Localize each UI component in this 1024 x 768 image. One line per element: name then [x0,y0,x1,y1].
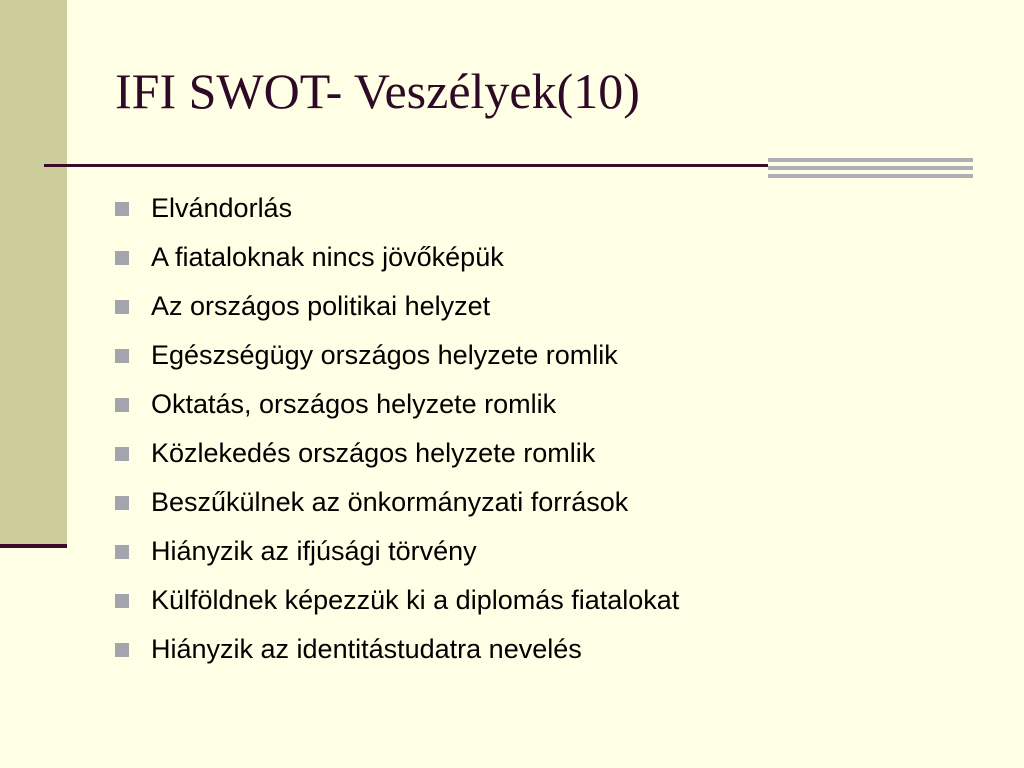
bullet-item [115,380,679,429]
square-bullet-icon [115,545,129,559]
square-bullet-icon [115,398,129,412]
square-bullet-icon [115,251,129,265]
square-bullet-icon [115,349,129,363]
square-bullet-icon [115,202,129,216]
bullet-text: Elvándorlás [151,193,293,223]
slide-title: IFI SWOT- Veszélyek(10) [115,63,640,119]
bullet-item [115,233,679,282]
bullet-text: Hiányzik az identitástudatra nevelés [151,634,582,664]
bullet-text: A fiataloknak nincs jövőképük [151,242,504,272]
bullet-text: Beszűkülnek az önkormányzati források [151,487,629,517]
square-bullet-icon [115,447,129,461]
square-bullet-icon [115,643,129,657]
left-accent-line [0,544,67,548]
left-decorative-band [0,0,67,545]
square-bullet-icon [115,496,129,510]
bullet-item [115,527,679,576]
bullet-text: Egészségügy országos helyzete romlik [151,340,618,370]
bullet-item [115,184,679,233]
bullet-text: Hiányzik az ifjúsági törvény [151,536,477,566]
accent-bar [768,166,973,170]
bullet-text: Az országos politikai helyzet [151,291,491,321]
accent-bar [768,158,973,162]
bullet-list [115,184,679,674]
accent-bar [768,174,973,178]
square-bullet-icon [115,300,129,314]
bullet-text: Külföldnek képezzük ki a diplomás fiatalokat [151,585,680,615]
bullet-item [115,625,679,674]
bullet-item [115,282,679,331]
bullet-item [115,429,679,478]
bullet-text: Közlekedés országos helyzete romlik [151,438,596,468]
bullet-text: Oktatás, országos helyzete romlik [151,389,557,419]
square-bullet-icon [115,594,129,608]
bullet-item [115,576,679,625]
bullet-item [115,478,679,527]
bullet-item [115,331,679,380]
title-underline-rule [44,164,768,167]
